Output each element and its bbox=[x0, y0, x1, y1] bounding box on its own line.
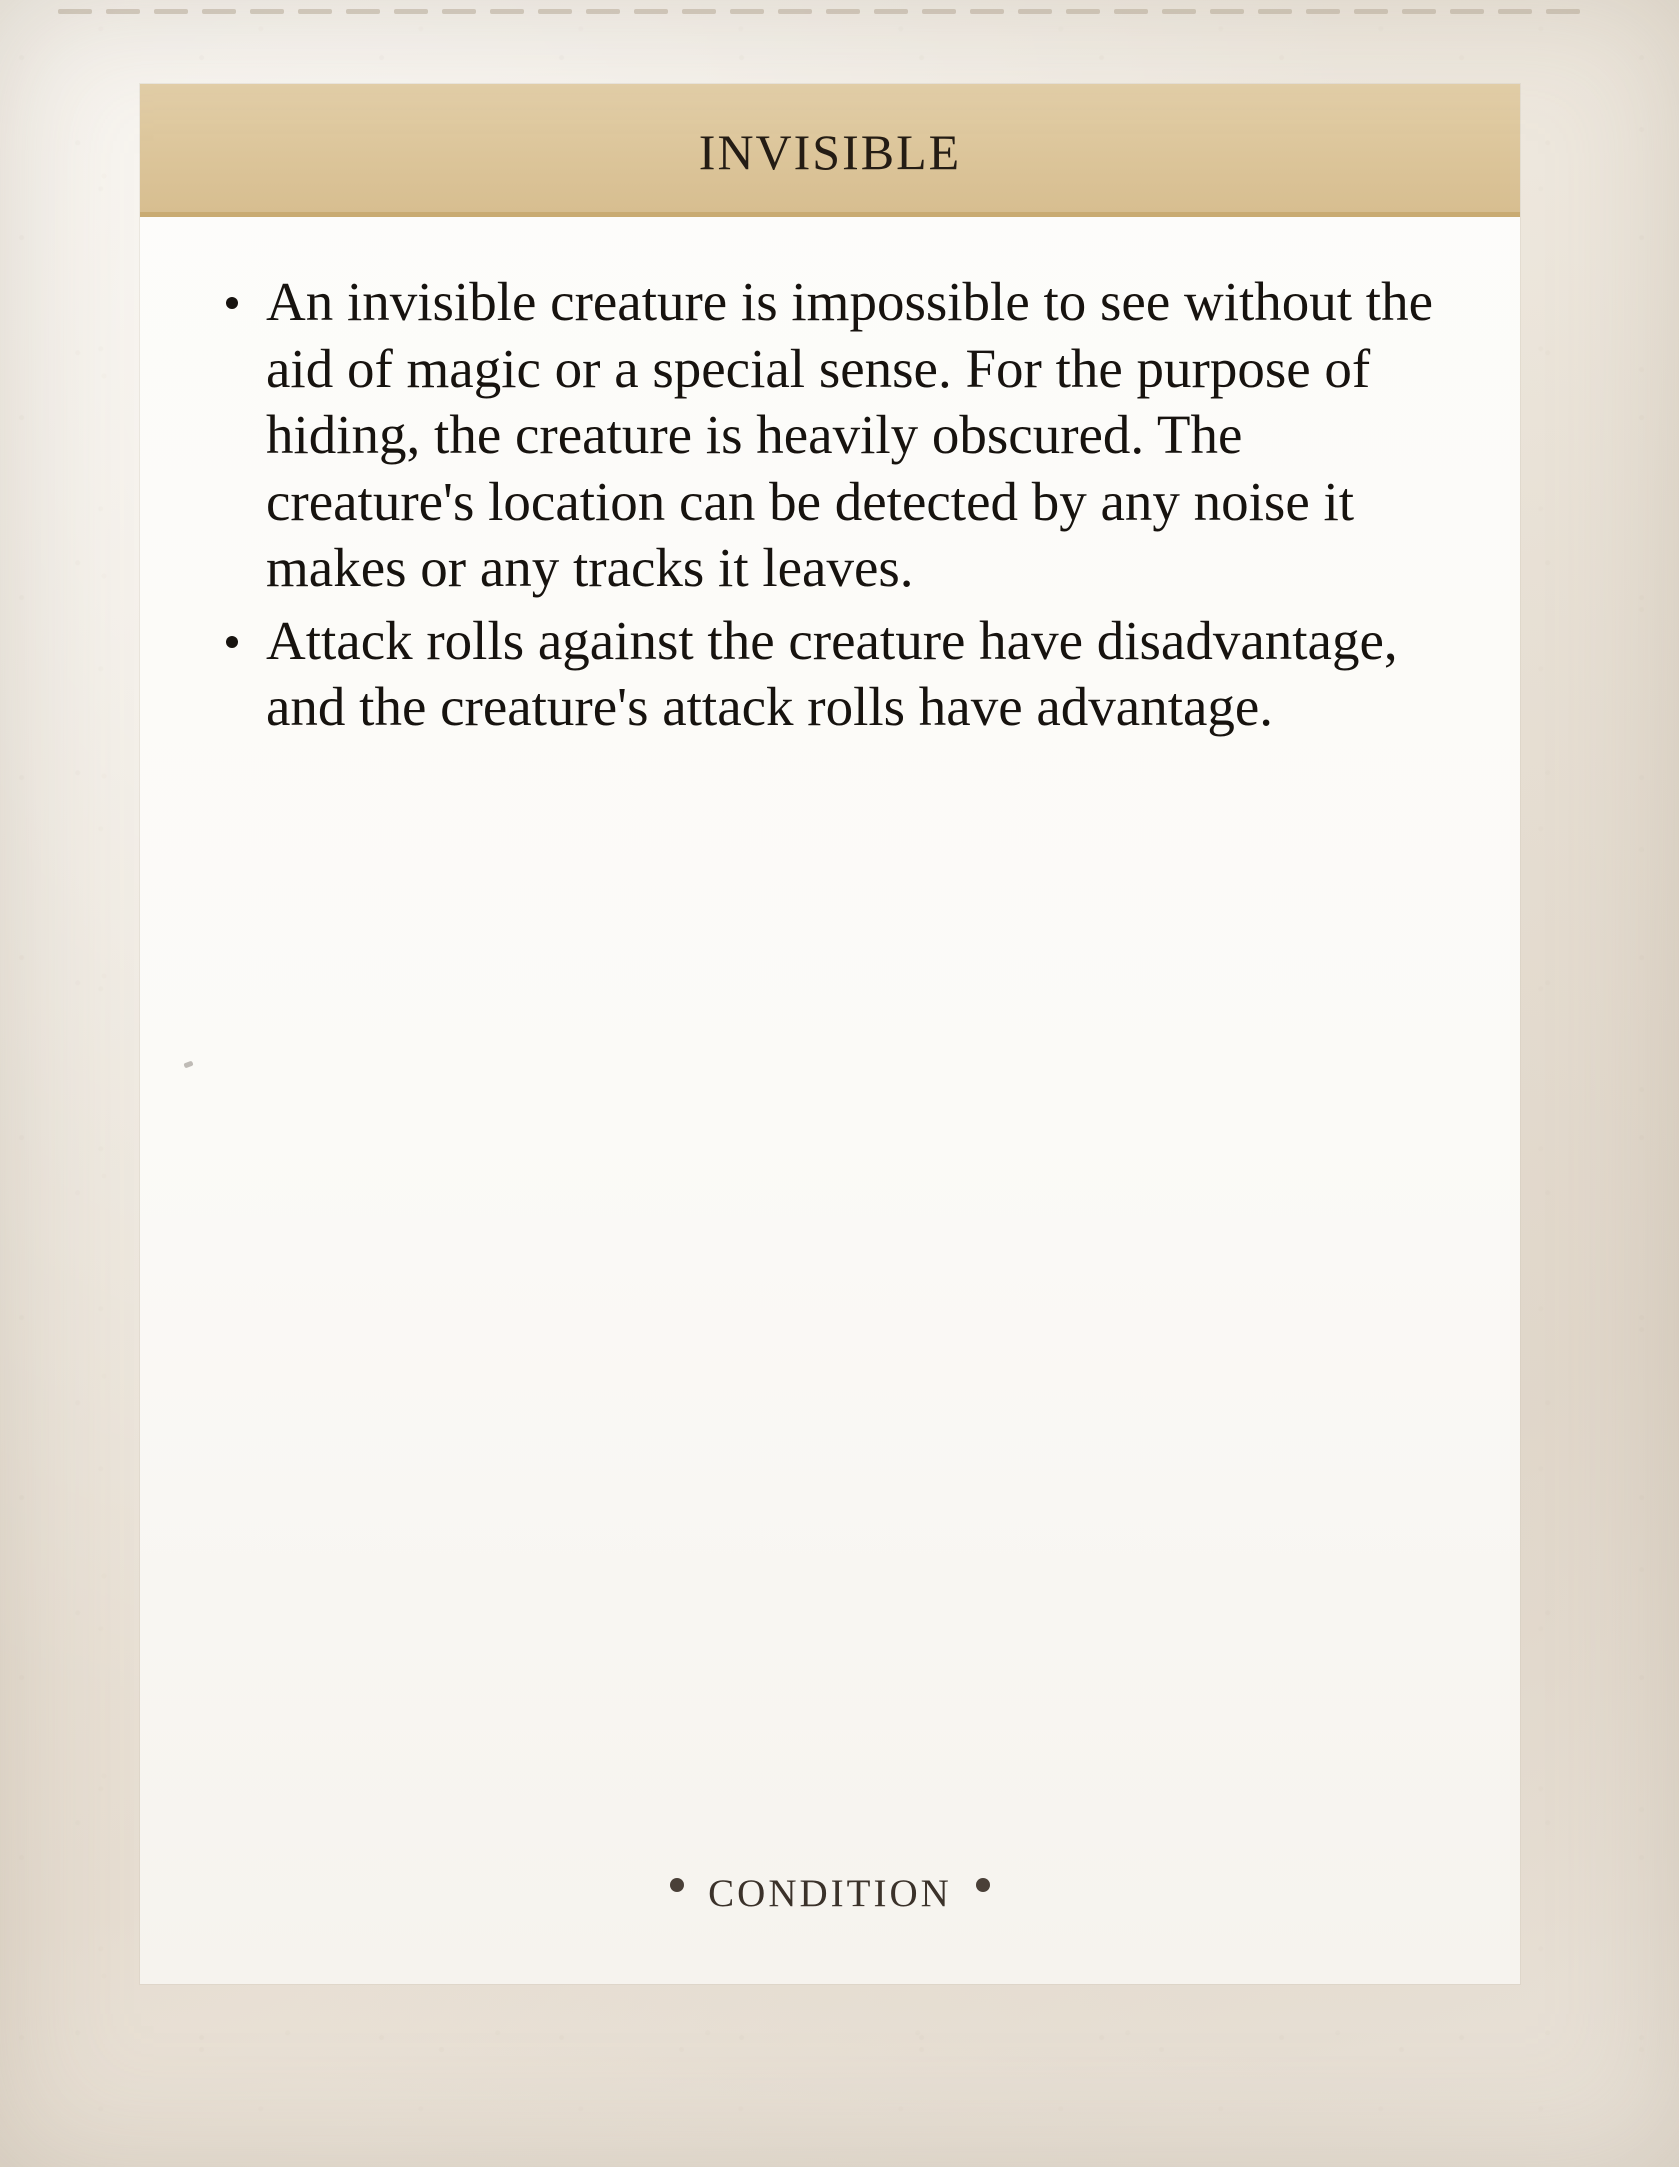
perforation-dash bbox=[730, 9, 764, 14]
perforation-dash bbox=[250, 9, 284, 14]
perforation-dash bbox=[1354, 9, 1388, 14]
perforation-dash bbox=[106, 9, 140, 14]
perforation-dash bbox=[1210, 9, 1244, 14]
page-title: invisible bbox=[698, 105, 962, 185]
footer-dot-left-icon bbox=[670, 1878, 684, 1892]
perforation-dash bbox=[1258, 9, 1292, 14]
perforation-dash bbox=[490, 9, 524, 14]
card-body bbox=[140, 217, 1520, 741]
perforation-dash bbox=[1402, 9, 1436, 14]
perforation-strip bbox=[58, 6, 1618, 16]
list-item bbox=[200, 269, 1460, 602]
perforation-dash bbox=[586, 9, 620, 14]
perforation-dash bbox=[682, 9, 716, 14]
card-face bbox=[140, 84, 1520, 1984]
perforation-dash bbox=[922, 9, 956, 14]
perforation-dash bbox=[1546, 9, 1580, 14]
perforation-dash bbox=[1018, 9, 1052, 14]
card-footer bbox=[140, 1856, 1520, 1920]
perforation-dash bbox=[1498, 9, 1532, 14]
rules-list bbox=[200, 269, 1460, 741]
perforation-dash bbox=[442, 9, 476, 14]
perforation-dash bbox=[1114, 9, 1148, 14]
perforation-dash bbox=[538, 9, 572, 14]
perforation-dash bbox=[778, 9, 812, 14]
perforation-dash bbox=[1162, 9, 1196, 14]
perforation-dash bbox=[58, 9, 92, 14]
bullet-dot-icon bbox=[226, 636, 238, 648]
list-item-text: An invisible creature is impossible to see without the aid of magic or a special sense. For the purpose of hiding, the creature is heavily obscured. The creature's location can be detected by any noise it makes or any tracks it leaves. bbox=[266, 271, 1434, 599]
perforation-dash bbox=[1306, 9, 1340, 14]
list-item-text: Attack rolls against the creature have disadvantage, and the creature's attack rolls have advantage. bbox=[266, 609, 1398, 738]
list-item bbox=[200, 608, 1460, 741]
card-title-band bbox=[140, 84, 1520, 217]
perforation-dash bbox=[1066, 9, 1100, 14]
bullet-dot-icon bbox=[226, 297, 238, 309]
perforation-dash bbox=[346, 9, 380, 14]
perforation-dash bbox=[202, 9, 236, 14]
footer-label: condition bbox=[708, 1857, 952, 1919]
paper-speck bbox=[183, 1061, 193, 1069]
perforation-dash bbox=[874, 9, 908, 14]
perforation-dash bbox=[394, 9, 428, 14]
perforation-dash bbox=[298, 9, 332, 14]
perforation-dash bbox=[1450, 9, 1484, 14]
perforation-dash bbox=[154, 9, 188, 14]
footer-dot-right-icon bbox=[976, 1878, 990, 1892]
perforation-dash bbox=[970, 9, 1004, 14]
perforation-dash bbox=[634, 9, 668, 14]
perforation-dash bbox=[826, 9, 860, 14]
